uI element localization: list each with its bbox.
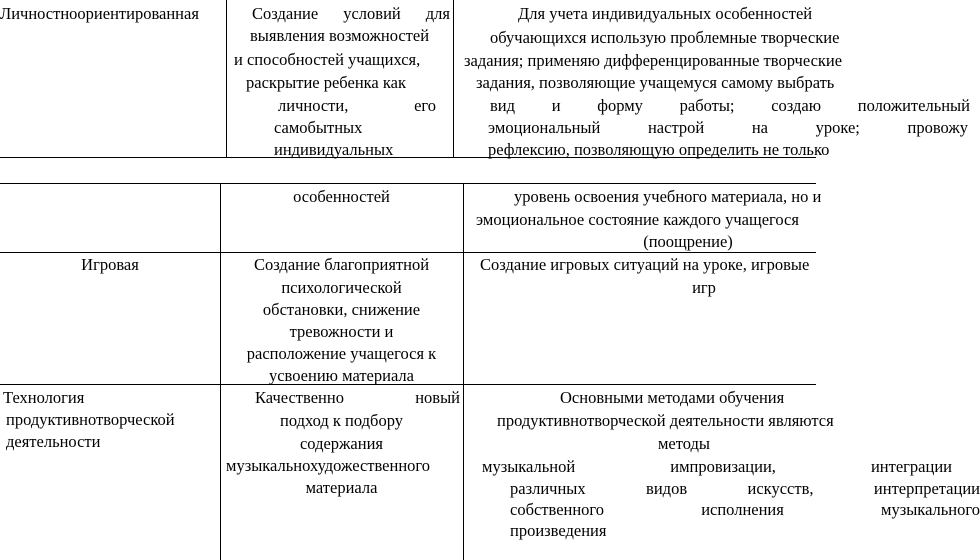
approach-name-line: Личностноориентированная <box>0 4 199 23</box>
method-word: импровизации, <box>670 457 776 476</box>
method-word: провожу <box>907 118 968 137</box>
method-word: эмоциональный <box>488 118 601 137</box>
method-line <box>510 478 980 500</box>
method-word: музыкального <box>881 500 980 519</box>
goal-word: Качественно <box>255 388 344 407</box>
method-line: рефлексию, позволяющую определить не только <box>488 140 830 159</box>
method-word: музыкальной <box>482 457 576 476</box>
goal-line: Создание благоприятной <box>253 255 430 274</box>
goal-line: выявления возможностей <box>250 26 430 45</box>
goal-line: содержания <box>299 434 384 453</box>
goal-line: особенностей <box>293 187 390 206</box>
goal-line <box>252 3 450 25</box>
method-line <box>490 95 970 117</box>
method-line <box>488 117 968 139</box>
method-line <box>482 456 952 478</box>
method-word: интеграции <box>870 457 952 476</box>
method-line: Основными методами обучения <box>560 388 785 407</box>
goal-line: тревожности и <box>289 322 394 341</box>
goal-line: индивидуальных <box>274 140 394 159</box>
method-word: положительный <box>857 96 970 115</box>
goal-line <box>278 95 436 117</box>
goal-line: усвоению материала <box>268 366 414 385</box>
goal-line: подход к подбору <box>280 411 403 430</box>
method-word: интерпретации <box>873 479 980 498</box>
method-line: задания, позволяющие учащемуся самому выбрать <box>476 73 835 92</box>
method-word: собственного <box>510 500 605 519</box>
goal-line: обстановки, снижение <box>262 300 421 319</box>
approach-name-line: деятельности <box>6 432 101 451</box>
table-border <box>0 183 816 184</box>
goal-line: материала <box>305 478 378 497</box>
approach-name-line: Технология <box>3 388 85 407</box>
method-word: создаю <box>771 96 822 115</box>
goal-word: условий <box>343 4 401 23</box>
method-line: задания; применяю дифференцированные творческие <box>464 51 843 70</box>
goal-line <box>255 387 460 409</box>
method-line: Создание игровых ситуаций на уроке, игровые <box>480 255 810 274</box>
method-word: и <box>551 96 561 115</box>
method-word: вид <box>490 96 516 115</box>
method-line: (поощрение) <box>643 232 733 251</box>
goal-word: его <box>414 96 436 115</box>
table-border <box>463 183 464 560</box>
approach-name-line: продуктивнотворческой <box>6 410 175 429</box>
goal-line: и способностей учащихся, <box>234 50 421 69</box>
method-word: настрой <box>647 118 705 137</box>
goal-line: самобытных <box>274 118 363 137</box>
method-line: Для учета индивидуальных особенностей <box>518 4 813 23</box>
table-border <box>226 0 227 158</box>
approach-name-line: Игровая <box>81 255 139 274</box>
goal-word: личности, <box>278 96 349 115</box>
method-word: работы; <box>679 96 735 115</box>
method-line: произведения <box>510 521 607 540</box>
goal-word: Создание <box>252 4 319 23</box>
goal-line: расположение учащегося к <box>246 344 437 363</box>
method-word: исполнения <box>701 500 784 519</box>
method-word: уроке; <box>815 118 860 137</box>
method-word: различных <box>510 479 586 498</box>
method-line: обучающихся использую проблемные творческие <box>490 28 840 47</box>
method-word: на <box>751 118 768 137</box>
method-word: видов <box>646 479 688 498</box>
goal-line: музыкальнохудожественного <box>226 456 431 475</box>
method-line: игр <box>692 278 716 297</box>
method-line: методы <box>657 434 710 453</box>
goal-word: новый <box>415 388 460 407</box>
table-border <box>453 0 454 158</box>
goal-word: для <box>425 4 450 23</box>
method-line: продуктивнотворческой деятельности являются <box>497 411 834 430</box>
method-line: уровень освоения учебного материала, но и <box>514 187 822 206</box>
goal-line: раскрытие ребенка как <box>246 73 406 92</box>
method-word: форму <box>597 96 643 115</box>
method-line <box>510 499 980 521</box>
goal-line: психологической <box>281 278 402 297</box>
method-line: эмоциональное состояние каждого учащегося <box>476 210 799 229</box>
method-word: искусств, <box>747 479 814 498</box>
